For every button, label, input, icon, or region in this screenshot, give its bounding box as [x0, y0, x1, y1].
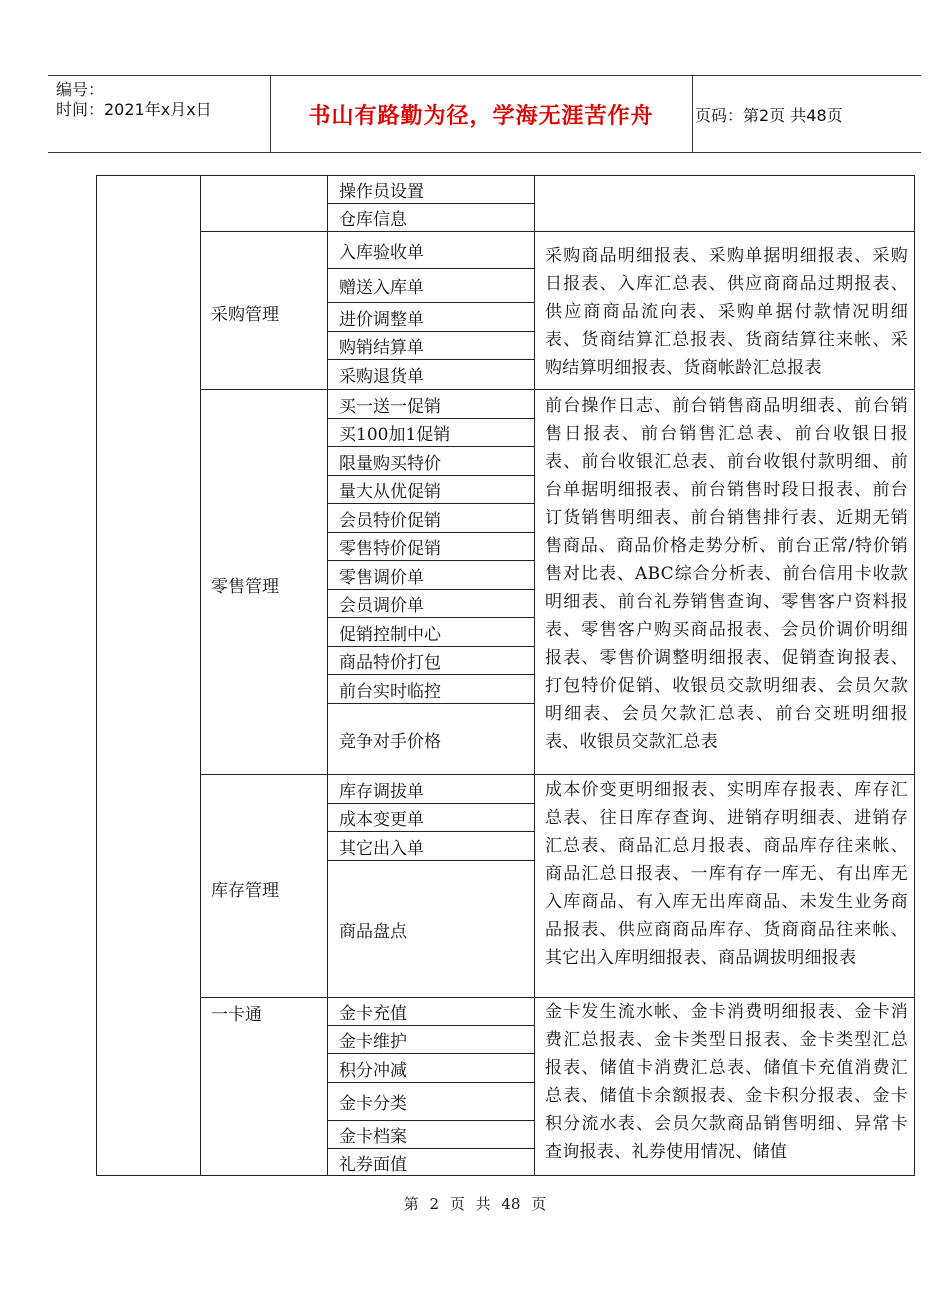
function-cell: 金卡充值: [339, 1004, 407, 1024]
function-cell: 商品盘点: [339, 921, 407, 942]
function-cell: 库存调拔单: [339, 781, 424, 802]
header-page-info: 页码：第2页 共48页: [695, 105, 843, 125]
column-divider: [200, 175, 201, 1176]
function-cell: 零售特价促销: [339, 539, 441, 559]
function-cell: 其它出入单: [339, 838, 424, 859]
table-border-bottom: [96, 1175, 915, 1176]
function-cell: 进价调整单: [339, 309, 424, 330]
function-cell: 成本变更单: [339, 810, 424, 830]
function-cell: 金卡分类: [339, 1094, 407, 1114]
function-cell: 仓库信息: [339, 210, 407, 230]
function-cell: 买100加1促销: [339, 425, 451, 445]
function-cell: 金卡维护: [339, 1032, 407, 1052]
function-cell: 竞争对手价格: [339, 731, 441, 752]
module-label: 一卡通: [211, 1005, 262, 1025]
table-border-left: [96, 175, 97, 1176]
header-motto: 书山有路勤为径，学海无涯苦作舟: [308, 103, 654, 129]
section-divider: [200, 389, 915, 390]
module-label: 采购管理: [211, 305, 279, 325]
module-label: 库存管理: [211, 881, 279, 901]
function-cell: 赠送入库单: [339, 278, 424, 298]
function-cell: 会员特价促销: [339, 510, 441, 531]
function-cell: 购销结算单: [339, 338, 424, 358]
section-divider: [200, 231, 915, 232]
function-cell: 限量购买特价: [339, 453, 441, 474]
function-cell: 前台实时临控: [339, 681, 441, 702]
report-list: 采购商品明细报表、采购单据明细报表、采购日报表、入库汇总表、供应商商品过期报表、供应商商品流向表、采购单据付款情况明细表、货商结算汇总报表、货商结算往来帐、采购结算明细报表、货商帐龄汇总报表: [545, 246, 908, 378]
function-cell: 礼券面值: [339, 1154, 407, 1175]
table-border-right: [914, 175, 915, 1176]
function-cell: 入库验收单: [339, 242, 424, 263]
function-cell: 促销控制中心: [339, 624, 441, 645]
document-time: 时间：2021年x月x日: [56, 100, 212, 119]
page-footer: 第 2 页 共 48 页: [403, 1195, 547, 1213]
function-cell: 零售调价单: [339, 567, 424, 588]
module-label: 零售管理: [211, 577, 279, 597]
function-cell: 量大从优促销: [339, 482, 441, 502]
function-cell: 操作员设置: [339, 182, 424, 202]
report-list: 成本价变更明细报表、实明库存报表、库存汇总表、往日库存查询、进销存明细表、进销存汇总表、商品汇总月报表、商品库存往来帐、商品汇总日报表、一库有存一库无、有出库无入库商品、有入库无出库商品、未发生业务商品报表、供应商商品库存、货商商品往来帐、其它出入库明细报表、商品调拔明细报表: [545, 780, 908, 968]
document-number-label: 编号：: [56, 80, 105, 99]
function-cell: 商品特价打包: [339, 653, 441, 673]
function-cell: 买一送一促销: [339, 396, 441, 417]
function-cell: 会员调价单: [339, 596, 424, 616]
function-cell: 积分冲减: [339, 1060, 407, 1081]
report-list: 前台操作日志、前台销售商品明细表、前台销售日报表、前台销售汇总表、前台收银日报表、前台收银汇总表、前台收银付款明细、前台单据明细报表、前台销售时段日报表、前台订货销售明细表、前台销售排行表、近期无销售商品、商品价格走势分析、前台正常/特价销售对比表、ABC综合分析表、前台信用卡收款明细表、前台礼券销售查询、零售客户资料报表、零售客户购买商品报表、会员价调价明细报表、零售价调整明细报表、促销查询报表、打包特价促销、收银员交款明细表、会员欠款明细表、会员欠款汇总表、前台交班明细报表、收银员交款汇总表: [545, 396, 908, 752]
section-divider: [200, 774, 915, 775]
function-cell: 金卡档案: [339, 1127, 407, 1147]
report-list: 金卡发生流水帐、金卡消费明细报表、金卡消费汇总报表、金卡类型日报表、金卡类型汇总报表、储值卡消费汇总表、储值卡充值消费汇总表、储值卡余额报表、金卡积分报表、金卡积分流水表、会员欠款商品销售明细、异常卡查询报表、礼券使用情况、储值: [545, 1002, 908, 1162]
function-cell: 采购退货单: [339, 367, 424, 387]
